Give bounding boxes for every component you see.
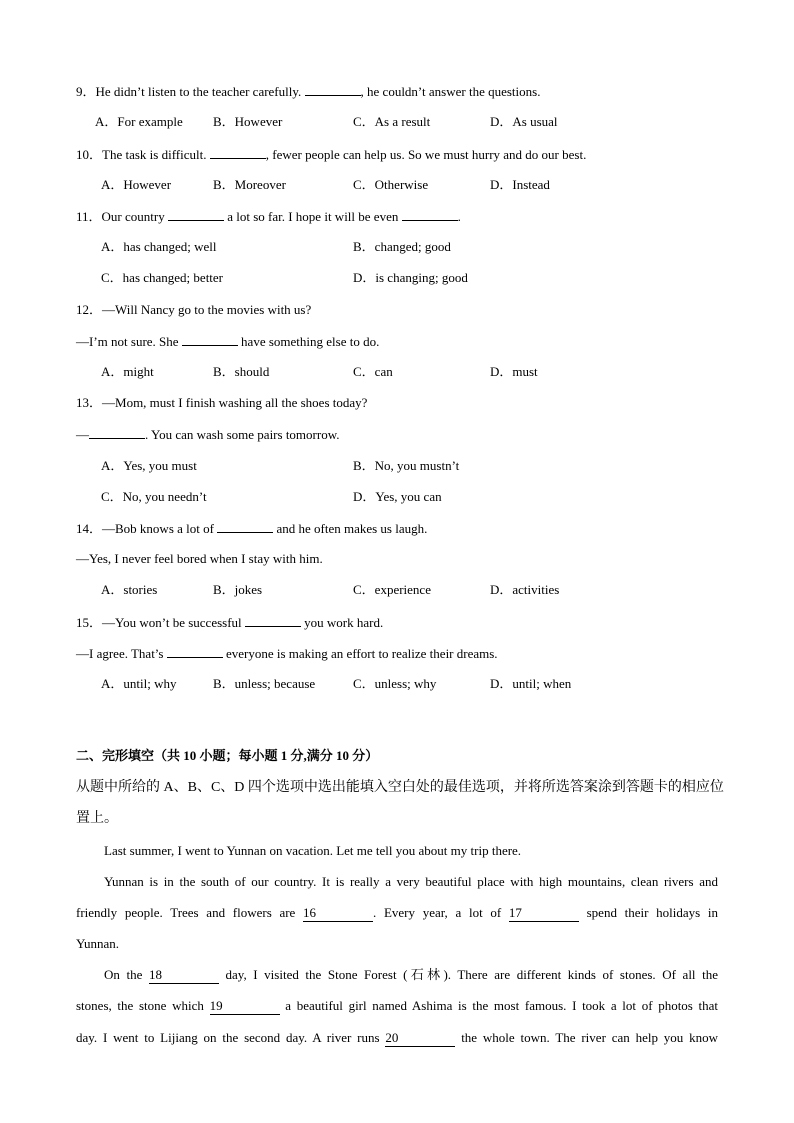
- section-instruction: 从题中所给的 A、B、C、D 四个选项中选出能填入空白处的最佳选项，并将所选答案涂到答题卡的相应位: [76, 780, 724, 795]
- answer-blank: [210, 145, 266, 159]
- passage-text: the whole town. The river can help you know: [461, 1030, 718, 1045]
- question-15-stem: [76, 613, 383, 632]
- option-b: B．However: [213, 114, 283, 129]
- passage-text: day, I visited the Stone Forest (石林). There are different kinds of stones. Of all the: [225, 967, 719, 982]
- option-d: D．must: [490, 364, 538, 379]
- cloze-blank-17: 17: [509, 905, 579, 922]
- option-b: B．jokes: [213, 582, 263, 597]
- answer-blank: [217, 519, 273, 533]
- dialogue-line: and he often makes us laugh.: [276, 521, 428, 536]
- stem-text: Our country: [101, 209, 165, 224]
- stem-text: a lot so far. I hope it will be even: [227, 209, 399, 224]
- answer-blank: [167, 644, 223, 658]
- question-14-stem: [76, 519, 427, 538]
- option-d: D．is changing; good: [353, 270, 468, 285]
- passage-paragraph-2-line-1: Yunnan is in the south of our country. It is really a very beautiful place with high mountains, clean rivers and: [104, 874, 718, 889]
- option-c: C．experience: [353, 582, 431, 597]
- question-12-reply: [76, 332, 379, 351]
- question-14-reply: —Yes, I never feel bored when I stay with him.: [76, 551, 323, 566]
- passage-text: On the: [104, 967, 143, 982]
- option-a: A．Yes, you must: [101, 458, 197, 473]
- passage-paragraph-3-line-1: [104, 966, 718, 984]
- question-number: 12．: [76, 302, 103, 317]
- option-a: A．has changed; well: [101, 239, 217, 254]
- option-c: C．has changed; better: [101, 270, 224, 285]
- stem-text: .: [457, 209, 461, 224]
- question-15-reply: [76, 644, 498, 663]
- question-9-stem: [76, 82, 540, 101]
- passage-text: day. I went to Lijiang on the second day. A river runs: [76, 1030, 380, 1045]
- passage-paragraph-3-line-3: [76, 1029, 718, 1047]
- passage-paragraph-1: Last summer, I went to Yunnan on vacation. Let me tell you about my trip there.: [104, 843, 522, 858]
- passage-text: . Every year, a lot of: [373, 905, 502, 920]
- answer-blank: [245, 613, 301, 627]
- cloze-blank-19: 19: [210, 998, 280, 1015]
- dialogue-line: —Will Nancy go to the movies with us?: [102, 302, 312, 317]
- option-d: D．until; when: [490, 676, 572, 691]
- passage-text: a beautiful girl named Ashima is the most famous. I took a lot of photos that: [285, 998, 719, 1013]
- option-d: D．activities: [490, 582, 560, 597]
- question-number: 14．: [76, 521, 103, 536]
- stem-text: He didn’t listen to the teacher carefully.: [95, 84, 302, 99]
- passage-text: spend their holidays in: [586, 905, 719, 920]
- option-a: A．However: [101, 177, 172, 192]
- option-b: B．should: [213, 364, 270, 379]
- question-11-stem: [76, 207, 461, 226]
- option-c: C．As a result: [353, 114, 431, 129]
- answer-blank: [89, 425, 145, 439]
- stem-text: The task is difficult.: [102, 147, 207, 162]
- question-number: 15．: [76, 615, 103, 630]
- section-title: 二、完形填空（共 10 小题；每小题 1 分,满分 10 分）: [76, 748, 379, 763]
- question-number: 9．: [76, 84, 96, 99]
- dialogue-line: —: [76, 427, 89, 442]
- dialogue-line: everyone is making an effort to realize their dreams.: [225, 646, 498, 661]
- option-b: B．unless; because: [213, 676, 316, 691]
- option-c: C．Otherwise: [353, 177, 429, 192]
- dialogue-line: —Mom, must I finish washing all the shoes today?: [102, 395, 368, 410]
- question-number: 13．: [76, 395, 103, 410]
- question-number: 11．: [76, 209, 102, 224]
- answer-blank: [402, 207, 458, 221]
- passage-text: stones, the stone which: [76, 998, 204, 1013]
- stem-text: , fewer people can help us. So we must hurry and do our best.: [265, 147, 587, 162]
- question-number: 10．: [76, 147, 103, 162]
- passage-paragraph-2-line-3: Yunnan.: [76, 936, 119, 951]
- question-13-stem: [76, 394, 367, 412]
- dialogue-line: —I’m not sure. She: [76, 334, 179, 349]
- dialogue-line: you work hard.: [304, 615, 384, 630]
- cloze-blank-16: 16: [303, 905, 373, 922]
- dialogue-line: have something else to do.: [241, 334, 380, 349]
- question-13-reply: [76, 425, 340, 444]
- dialogue-line: —You won’t be successful: [102, 615, 242, 630]
- option-a: A．until; why: [101, 676, 177, 691]
- option-a: A．stories: [101, 582, 158, 597]
- dialogue-line: . You can wash some pairs tomorrow.: [145, 427, 340, 442]
- option-d: D．Instead: [490, 177, 550, 192]
- answer-blank: [305, 82, 361, 96]
- option-b: B．Moreover: [213, 177, 286, 192]
- option-a: A．might: [101, 364, 154, 379]
- option-c: C．unless; why: [353, 676, 437, 691]
- question-12-stem: [76, 301, 311, 319]
- dialogue-line: —I agree. That’s: [76, 646, 164, 661]
- option-a: A．For example: [95, 114, 183, 129]
- option-d: D．As usual: [490, 114, 558, 129]
- option-c: C．No, you needn’t: [101, 489, 207, 504]
- option-b: B．changed; good: [353, 239, 451, 254]
- question-10-stem: [76, 145, 586, 164]
- option-d: D．Yes, you can: [353, 489, 442, 504]
- passage-text: friendly people. Trees and flowers are: [76, 905, 296, 920]
- option-b: B．No, you mustn’t: [353, 458, 460, 473]
- passage-paragraph-3-line-2: [76, 997, 718, 1015]
- answer-blank: [182, 332, 238, 346]
- stem-text: , he couldn’t answer the questions.: [360, 84, 541, 99]
- dialogue-line: —Bob knows a lot of: [102, 521, 214, 536]
- answer-blank: [168, 207, 224, 221]
- cloze-blank-20: 20: [385, 1030, 455, 1047]
- option-c: C．can: [353, 364, 393, 379]
- passage-paragraph-2-line-2: [76, 904, 718, 922]
- cloze-blank-18: 18: [149, 967, 219, 984]
- section-instruction-continued: 置上。: [76, 811, 118, 826]
